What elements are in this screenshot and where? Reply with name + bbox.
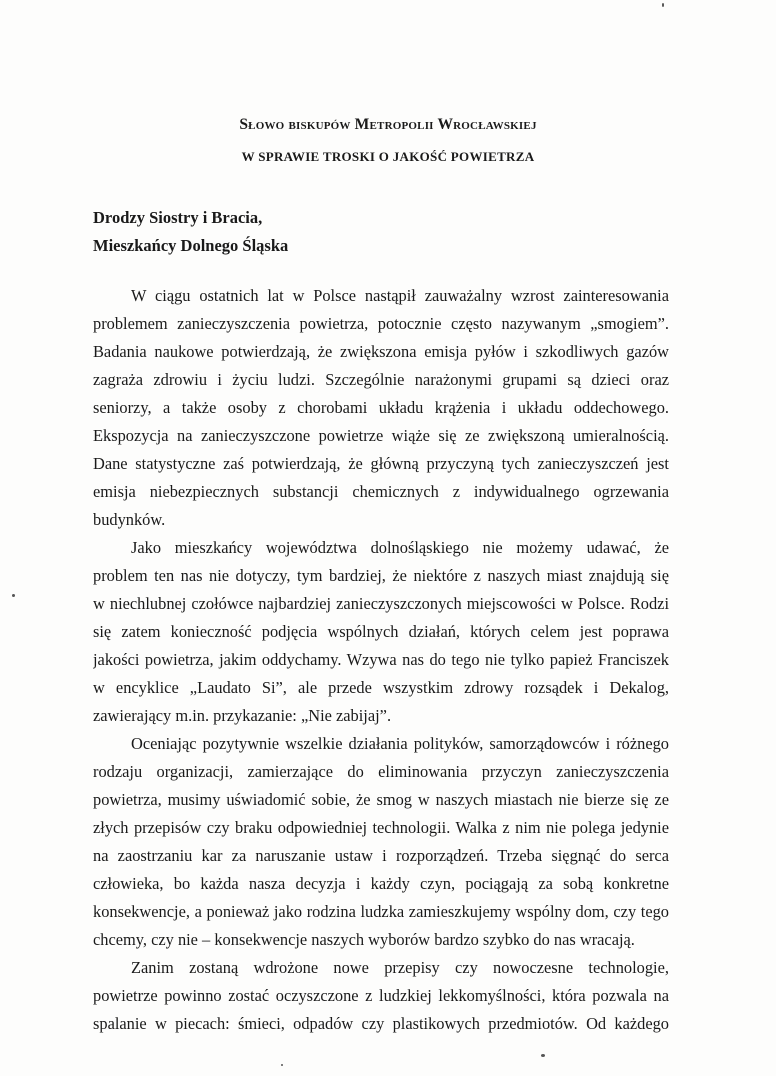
scan-speck [281,1064,283,1066]
paragraph-1-line-4: zagraża zdrowiu i życiu ludzi. Szczególnie narażonymi grupami są dzieci oraz [93,370,669,389]
paragraph-3-line-4: złych przepisów czy braku odpowiedniej technologii. Walka z nim nie polega jedynie [93,818,669,837]
paragraph-2-line-2: problem ten nas nie dotyczy, tym bardziej, że niektóre z naszych miast znajdują się [93,566,669,585]
scan-speck [662,3,664,7]
paragraph-1-line-1: W ciągu ostatnich lat w Polsce nastąpił zauważalny wzrost zainteresowania [131,286,669,305]
paragraph-1-line-3: Badania naukowe potwierdzają, że zwiększona emisja pyłów i szkodliwych gazów [93,342,669,361]
scan-speck [12,594,15,597]
paragraph-1-line-6: Ekspozycja na zanieczyszczone powietrze wiąże się ze zwiększoną umieralnością. [93,426,669,445]
salutation-line-1: Drodzy Siostry i Bracia, [93,208,263,227]
paragraph-3-line-7: konsekwencje, a ponieważ jako rodzina ludzka zamieszkujemy wspólny dom, czy tego [93,902,669,921]
paragraph-1-line-8: emisja niebezpiecznych substancji chemicznych z indywidualnego ogrzewania [93,482,669,501]
scan-speck [541,1054,545,1057]
paragraph-1-line-2: problemem zanieczyszczenia powietrza, potocznie często nazywanym „smogiem”. [93,314,669,333]
paragraph-1-line-5: seniorzy, a także osoby z chorobami układu krążenia i układu oddechowego. [93,398,669,417]
paragraph-4-line-2: powietrze powinno zostać oczyszczone z ludzkiej lekkomyślności, która pozwala na [93,986,669,1005]
document-title: Słowo biskupów Metropolii Wrocławskiej [239,116,537,133]
paragraph-3-line-3: powietrza, musimy uświadomić sobie, że smog w naszych miastach nie bierze się ze [93,790,669,809]
paragraph-3-line-6: człowieka, bo każda nasza decyzja i każdy czyn, pociągają za sobą konkretne [93,874,669,893]
paragraph-3-line-5: na zaostrzaniu kar za naruszanie ustaw i rozporządzeń. Trzeba sięgnąć do serca [93,846,669,865]
paragraph-2-line-5: jakości powietrza, jakim oddychamy. Wzywa nas do tego nie tylko papież Franciszek [93,650,669,669]
paragraph-4-line-1: Zanim zostaną wdrożone nowe przepisy czy nowoczesne technologie, [131,958,669,977]
paragraph-1-line-9: budynków. [93,510,166,529]
salutation-line-2: Mieszkańcy Dolnego Śląska [93,236,289,255]
paragraph-3-line-2: rodzaju organizacji, zamierzające do eliminowania przyczyn zanieczyszczenia [93,762,669,781]
document-subtitle: W SPRAWIE TROSKI O JAKOŚĆ POWIETRZA [241,149,535,164]
paragraph-1-line-7: Dane statystyczne zaś potwierdzają, że główną przyczyną tych zanieczyszczeń jest [93,454,669,473]
paragraph-3-line-1: Oceniając pozytywnie wszelkie działania polityków, samorządowców i różnego [131,734,669,753]
paragraph-2-line-4: się zatem konieczność podjęcia wspólnych działań, których celem jest poprawa [93,622,669,641]
paragraph-4-line-3: spalanie w piecach: śmieci, odpadów czy plastikowych przedmiotów. Od każdego [93,1014,669,1033]
paragraph-2-line-7: zawierający m.in. przykazanie: „Nie zabijaj”. [93,706,392,725]
paragraph-2-line-6: w encyklice „Laudato Si”, ale przede wszystkim zdrowy rozsądek i Dekalog, [93,678,669,697]
paragraph-3-line-8: chcemy, czy nie – konsekwencje naszych wyborów bardzo szybko do nas wracają. [93,930,635,949]
paragraph-2-line-3: w niechlubnej czołówce najbardziej zanieczyszczonych miejscowości w Polsce. Rodzi [93,594,669,613]
paragraph-2-line-1: Jako mieszkańcy województwa dolnośląskiego nie możemy udawać, że [131,538,669,557]
